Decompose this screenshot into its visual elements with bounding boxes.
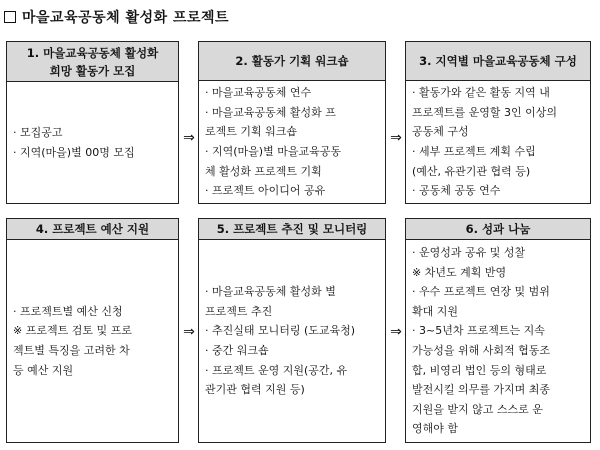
checkbox-square-icon xyxy=(4,11,16,23)
page-title-text: 마을교육공동체 활성화 프로젝트 xyxy=(22,10,230,26)
step-line: 체 활성화 프로젝트 기획 xyxy=(205,164,322,178)
step-box-4 xyxy=(6,218,179,443)
step-line: · 3~5년차 프로젝트는 지속 xyxy=(412,324,545,338)
step-header: 3. 지역별 마을교육공동체 구성 xyxy=(406,42,590,81)
step-body xyxy=(199,240,385,442)
step-line: · 마을교육공동체 연수 xyxy=(205,86,312,100)
step-body xyxy=(406,240,590,442)
step-body xyxy=(7,240,178,442)
step-line: 합, 비영리 법인 등의 형태로 xyxy=(412,363,547,377)
step-box-5 xyxy=(198,218,386,443)
step-line: 프로젝트를 운영할 3인 이상의 xyxy=(412,105,557,119)
step-line: 공동체 구성 xyxy=(412,125,469,139)
step-header: 1. 마을교육공동체 활성화 희망 활동가 모집 xyxy=(7,42,178,82)
step-line: · 마을교육공동체 활성화 별 xyxy=(205,285,336,299)
step-body xyxy=(199,81,385,203)
step-line: 지원을 받지 않고 스스로 운 xyxy=(412,402,543,416)
step-body xyxy=(406,81,590,203)
step-line: · 중간 워크숍 xyxy=(205,344,269,357)
step-line: 영해야 함 xyxy=(412,422,459,436)
step-line: (예산, 유관기관 협력 등) xyxy=(412,164,531,178)
step-line: 가능성을 위해 사회적 협동조 xyxy=(412,344,551,357)
page-title xyxy=(4,6,229,28)
step-header: 4. 프로젝트 예산 지원 xyxy=(7,219,178,240)
step-box-2 xyxy=(198,41,386,204)
step-line: · 추진실태 모니터링 (도교육청) xyxy=(205,324,356,338)
step-line: · 프로젝트 운영 지원(공간, 유 xyxy=(205,363,348,377)
step-box-3 xyxy=(405,41,591,204)
step-line: 젝트별 특징을 고려한 차 xyxy=(13,344,130,357)
step-line: · 지역(마을)별 마을교육공동 xyxy=(205,145,341,158)
step-header: 2. 활동가 기획 워크숍 xyxy=(199,42,385,81)
step-line: · 운영성과 공유 및 성찰 xyxy=(412,246,526,260)
step-line: · 지역(마을)별 00명 모집 xyxy=(13,145,135,159)
step-box-6 xyxy=(405,218,591,443)
step-line: · 모집공고 xyxy=(13,125,63,139)
step-line: 확대 지원 xyxy=(412,304,459,318)
step-line: · 프로젝트별 예산 신청 xyxy=(13,304,123,318)
step-line: 로젝트 기획 워크숍 xyxy=(205,125,298,139)
step-header: 5. 프로젝트 추진 및 모니터링 xyxy=(199,219,385,240)
step-line: · 활동가와 같은 활동 지역 내 xyxy=(412,86,550,100)
step-line: 발전시킬 의무를 가지며 최종 xyxy=(412,383,551,397)
step-line: 프로젝트 추진 xyxy=(205,304,273,318)
step-line: · 공동체 공동 연수 xyxy=(412,184,501,198)
step-line: · 마을교육공동체 활성화 프 xyxy=(205,105,336,119)
arrow-icon: ⇒ xyxy=(183,324,195,340)
step-header: 6. 성과 나눔 xyxy=(406,219,590,240)
arrow-icon: ⇒ xyxy=(390,324,402,340)
step-line: 관기관 협력 지원 등) xyxy=(205,383,305,397)
step-box-1 xyxy=(6,41,179,204)
step-line: 등 예산 지원 xyxy=(13,363,74,377)
arrow-icon: ⇒ xyxy=(390,130,402,146)
step-line: ※ 프로젝트 검토 및 프로 xyxy=(13,324,132,338)
step-line: ※ 차년도 계획 반영 xyxy=(412,265,507,279)
step-line: · 우수 프로젝트 연장 및 범위 xyxy=(412,285,550,299)
step-line: · 세부 프로젝트 계획 수립 xyxy=(412,145,536,158)
step-body xyxy=(7,82,178,203)
step-line: · 프로젝트 아이디어 공유 xyxy=(205,184,326,198)
arrow-icon: ⇒ xyxy=(183,130,195,146)
